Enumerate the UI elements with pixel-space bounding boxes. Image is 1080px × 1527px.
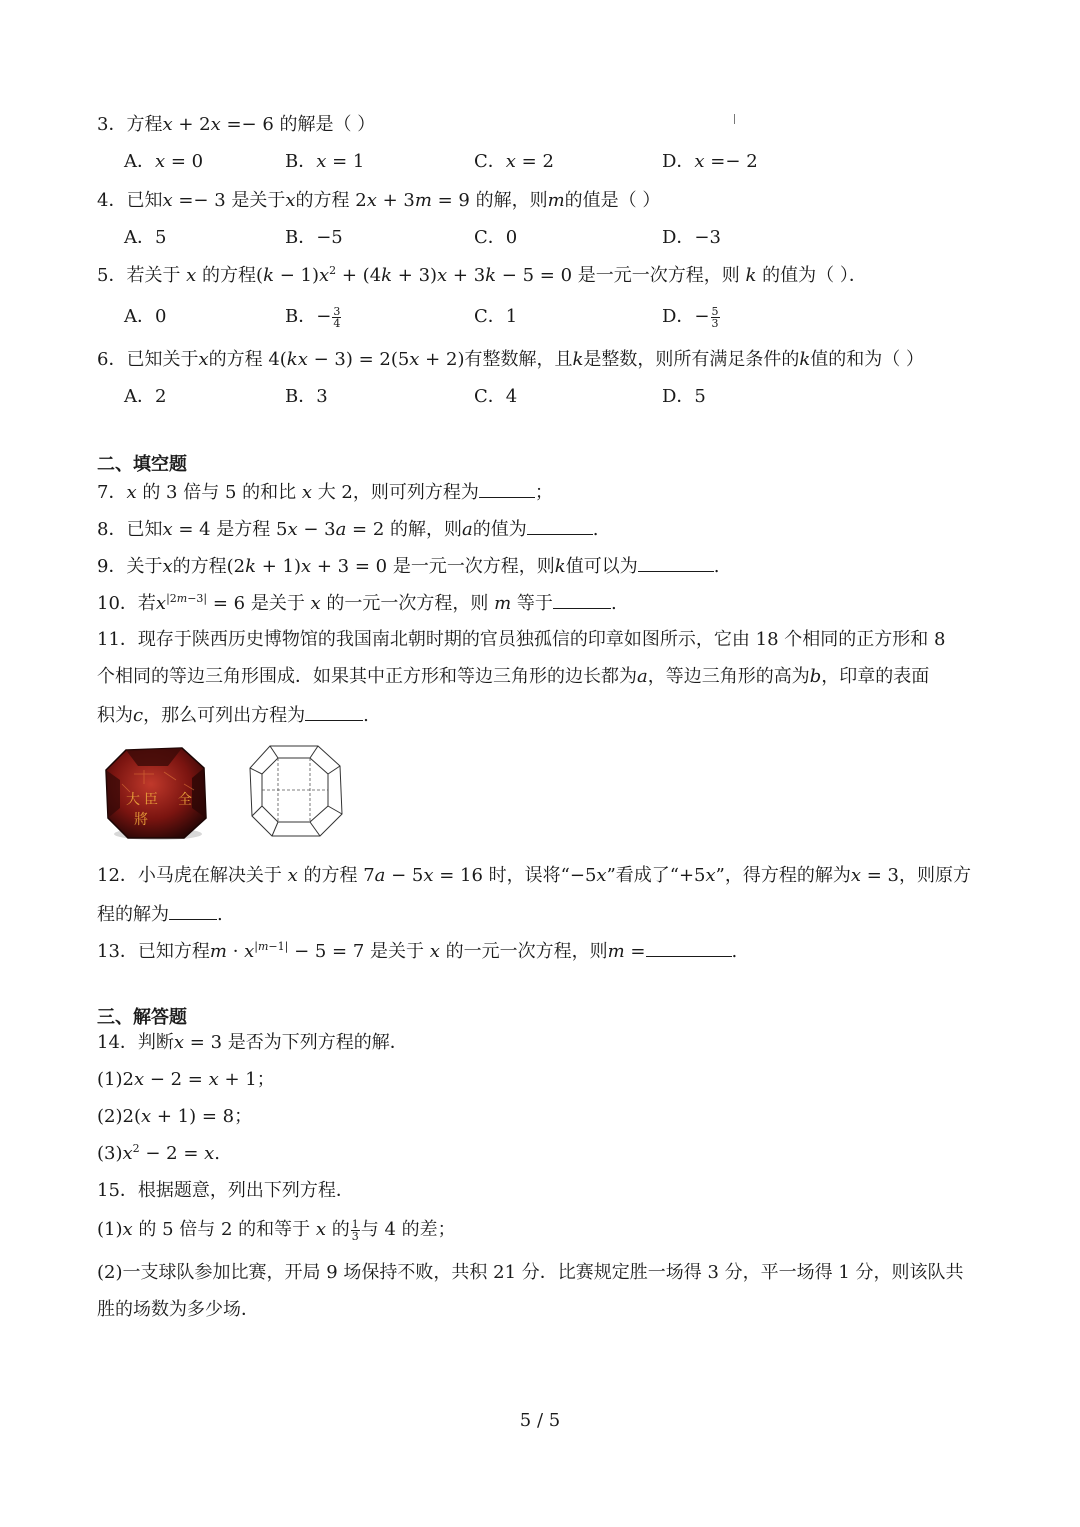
question-15-stem: 15．根据题意，列出下列方程． bbox=[97, 1180, 354, 1201]
option-c: C．1 bbox=[474, 306, 518, 327]
question-4-options bbox=[124, 226, 884, 250]
fraction: $\frac{5}{3}$ bbox=[711, 304, 719, 330]
option-d: D．5 bbox=[662, 386, 706, 407]
seal-char: 臣 bbox=[144, 792, 158, 808]
answer-blank bbox=[553, 590, 611, 609]
answer-blank bbox=[169, 901, 217, 920]
answer-blank bbox=[479, 479, 535, 498]
seal-char: 大 bbox=[126, 792, 140, 808]
question-15-part-1: (1)𝑥 的 5 倍与 2 的和等于 𝑥 的 $\frac{1}{3}$ 与 4 的差； bbox=[97, 1217, 456, 1243]
option-b: B．−5 bbox=[285, 227, 343, 248]
seal-char: 將 bbox=[134, 812, 148, 828]
question-5-stem-post: + (4𝑘 + 3)𝑥 + 3𝑘 − 5 = 0 是一元一次方程，则 𝑘 的值为（ ）． bbox=[336, 265, 867, 286]
question-14-stem: 14．判断𝑥 = 3 是否为下列方程的解． bbox=[97, 1032, 408, 1053]
question-11-line-1: 11．现存于陕西历史博物馆的我国南北朝时期的官员独孤信的印章如图所示，它由 18 个相同的正方形和 8 bbox=[97, 629, 946, 650]
answer-blank bbox=[527, 516, 593, 535]
question-4-stem: 4．已知𝑥 =− 3 是关于𝑥的方程 2𝑥 + 3𝑚 = 9 的解，则𝑚的值是（ ） bbox=[97, 190, 661, 211]
question-15-part-2-line-2: 胜的场数为多少场． bbox=[97, 1299, 259, 1320]
question-5-stem-pre: 5．若关于 𝑥 的方程(𝑘 − 1)𝑥 bbox=[97, 265, 330, 286]
option-a: A．5 bbox=[124, 227, 167, 248]
section-2-title: 二、填空题 bbox=[97, 454, 187, 475]
scan-mark bbox=[734, 114, 735, 124]
question-14-part-1: (1)2𝑥 − 2 = 𝑥 + 1； bbox=[97, 1069, 275, 1090]
option-d: D．−3 bbox=[662, 227, 721, 248]
option-a: A．𝑥 = 0 bbox=[124, 151, 204, 172]
option-a: A．2 bbox=[124, 386, 167, 407]
question-5-stem bbox=[97, 264, 867, 288]
fraction: $\frac{1}{3}$ bbox=[351, 1217, 359, 1243]
option-d: D．− $\frac{5}{3}$ bbox=[662, 304, 719, 330]
question-9: 9．关于𝑥的方程(2𝑘 + 1)𝑥 + 3 = 0 是一元一次方程，则𝑘值可以为 . bbox=[97, 553, 719, 579]
question-3-stem: 3．方程𝑥 + 2𝑥 =− 6 的解是（ ） bbox=[97, 114, 376, 135]
question-11-line-2: 个相同的等边三角形围成．如果其中正方形和等边三角形的边长都为𝑎，等边三角形的高为𝑏，印章的表面 bbox=[97, 666, 930, 687]
question-14-part-2: (2)2(𝑥 + 1) = 8； bbox=[97, 1106, 253, 1127]
answer-blank bbox=[305, 702, 363, 721]
option-b: B．𝑥 = 1 bbox=[285, 151, 365, 172]
question-15-part-2-line-1: (2)一支球队参加比赛，开局 9 场保持不败，共积 21 分．比赛规定胜一场得 3 分，平一场得 1 分，则该队共 bbox=[97, 1262, 964, 1283]
option-a: A．0 bbox=[124, 306, 167, 327]
answer-blank bbox=[646, 938, 732, 957]
page-number: 5 / 5 bbox=[519, 1410, 561, 1431]
seal-char: 全 bbox=[178, 792, 192, 808]
seal-diagram bbox=[248, 744, 346, 840]
question-11-line-3: 积为𝑐，那么可列出方程为 . bbox=[97, 702, 369, 728]
answer-blank bbox=[638, 553, 714, 572]
question-6-stem: 6．已知关于𝑥的方程 4(𝑘𝑥 − 3) = 2(5𝑥 + 2)有整数解，且𝑘是整数，则所有满足条件的𝑘值的和为（ ） bbox=[97, 349, 924, 370]
question-10: 10．若𝑥$^{|2𝑚-3|}$ = 6 是关于 𝑥 的一元一次方程，则 𝑚 等于 . bbox=[97, 592, 617, 614]
question-13: 13．已知方程𝑚 · 𝑥$^{|𝑚-1|}$ − 5 = 7 是关于 𝑥 的一元一次方程，则𝑚 = . bbox=[97, 940, 738, 962]
question-6-options bbox=[124, 385, 884, 409]
question-8: 8．已知𝑥 = 4 是方程 5𝑥 − 3𝑎 = 2 的解，则𝑎的值为 . bbox=[97, 516, 599, 542]
option-c: C．4 bbox=[474, 386, 518, 407]
question-5-exponent: 2 bbox=[329, 264, 337, 277]
option-c: C．0 bbox=[474, 227, 518, 248]
question-14-part-3: (3)𝑥$^2$ − 2 = 𝑥. bbox=[97, 1142, 221, 1164]
fraction: $\frac{3}{4}$ bbox=[333, 304, 341, 330]
option-b: B．3 bbox=[285, 386, 328, 407]
question-12-line-1: 12．小马虎在解决关于 𝑥 的方程 7𝑎 − 5𝑥 = 16 时，误将“−5𝑥”看成了“+5𝑥”，得方程的解为𝑥 = 3，则原方 bbox=[97, 865, 971, 886]
option-c: C．𝑥 = 2 bbox=[474, 151, 554, 172]
option-b: B．− $\frac{3}{4}$ bbox=[285, 304, 341, 330]
question-5-options bbox=[124, 305, 884, 329]
question-7: 7．𝑥 的 3 倍与 5 的和比 𝑥 大 2，则可列方程为 ； bbox=[97, 479, 553, 505]
option-d: D．𝑥 =− 2 bbox=[662, 151, 758, 172]
section-3-title: 三、解答题 bbox=[97, 1007, 187, 1028]
seal-photo bbox=[104, 744, 208, 842]
question-3-options bbox=[124, 150, 884, 174]
question-12-line-2: 程的解为 . bbox=[97, 901, 223, 927]
